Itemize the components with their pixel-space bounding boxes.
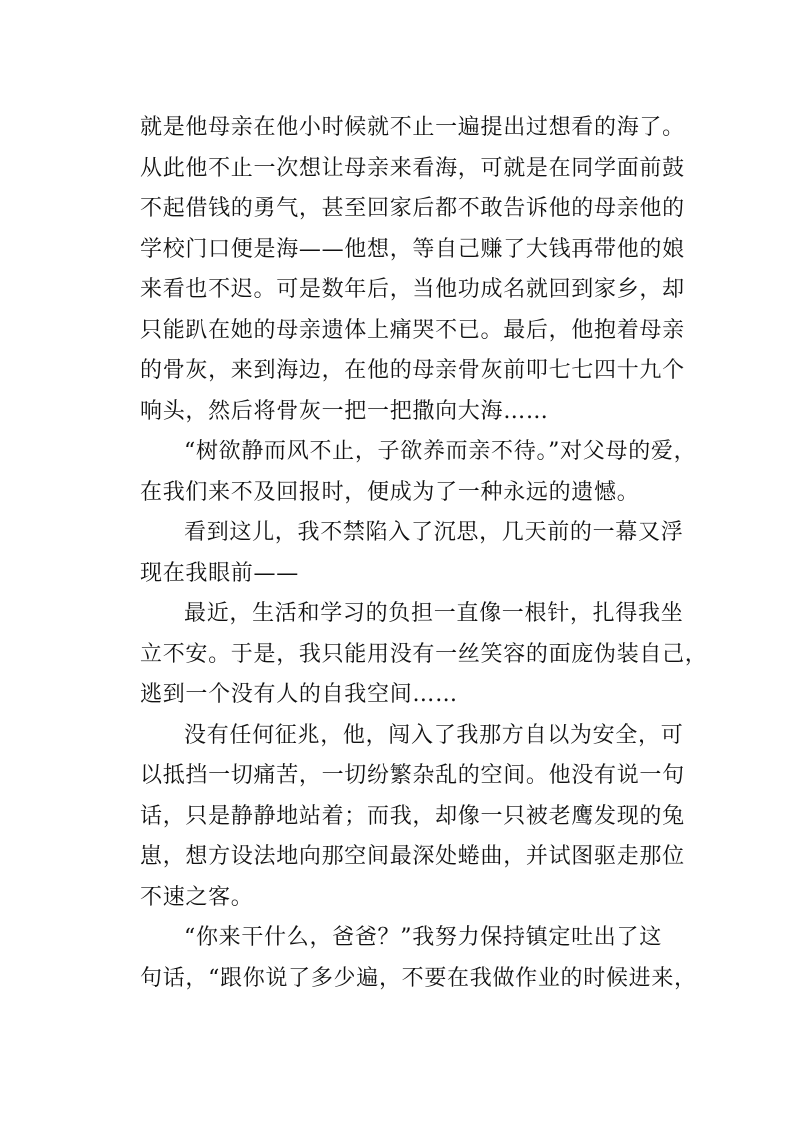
- text-line: 逃到一个没有人的自我空间……: [140, 682, 458, 707]
- text-line: 话，只是静静地站着；而我，却像一只被老鹰发现的兔: [140, 803, 685, 829]
- text-line: 现在我眼前——: [140, 560, 299, 586]
- text-line: 不起借钱的勇气，甚至回家后都不敢告诉他的母亲他的: [140, 196, 685, 221]
- text-line: 在我们来不及回报时，便成为了一种永远的遗憾。: [140, 479, 640, 505]
- text-line: 立不安。于是，我只能用没有一丝笑容的面庞伪装自己，: [140, 641, 708, 667]
- text-line: 学校门口便是海——他想，等自己赚了大钱再带他的娘: [140, 236, 685, 262]
- text-line: 响头，然后将骨灰一把一把撒向大海……: [140, 398, 549, 424]
- text-line: 从此他不止一次想让母亲来看海，可就是在同学面前鼓: [140, 155, 685, 181]
- paragraph-first-line: 没有任何征兆，他，闯入了我那方自以为安全，可: [184, 722, 684, 748]
- text-line: 就是他母亲在他小时候就不止一遍提出过想看的海了。: [140, 115, 685, 140]
- paragraph-first-line: 看到这儿，我不禁陷入了沉思，几天前的一幕又浮: [184, 520, 684, 545]
- essay-body: [140, 108, 708, 999]
- text-line: 以抵挡一切痛苦，一切纷繁杂乱的空间。他没有说一句: [140, 763, 685, 788]
- text-line: 来看也不迟。可是数年后，当他功成名就回到家乡，却: [140, 277, 685, 302]
- text-line: 句话，“跟你说了多少遍，不要在我做作业的时候进来，: [140, 965, 697, 991]
- text-line: 的骨灰，来到海边，在他的母亲骨灰前叩七七四十九个: [140, 358, 685, 383]
- text-line: 不速之客。: [140, 884, 254, 910]
- paragraph-first-line: “树欲静而风不止，子欲养而亲不待。”对父母的爱，: [184, 439, 697, 464]
- paragraph-first-line: 最近，生活和学习的负担一直像一根针，扎得我坐: [184, 601, 684, 626]
- paragraph-first-line: “你来干什么，爸爸？”我努力保持镇定吐出了这: [184, 925, 662, 950]
- text-line: 崽，想方设法地向那空间最深处蜷曲，并试图驱走那位: [140, 844, 685, 869]
- text-line: 只能趴在她的母亲遗体上痛哭不已。最后，他抱着母亲: [140, 317, 685, 343]
